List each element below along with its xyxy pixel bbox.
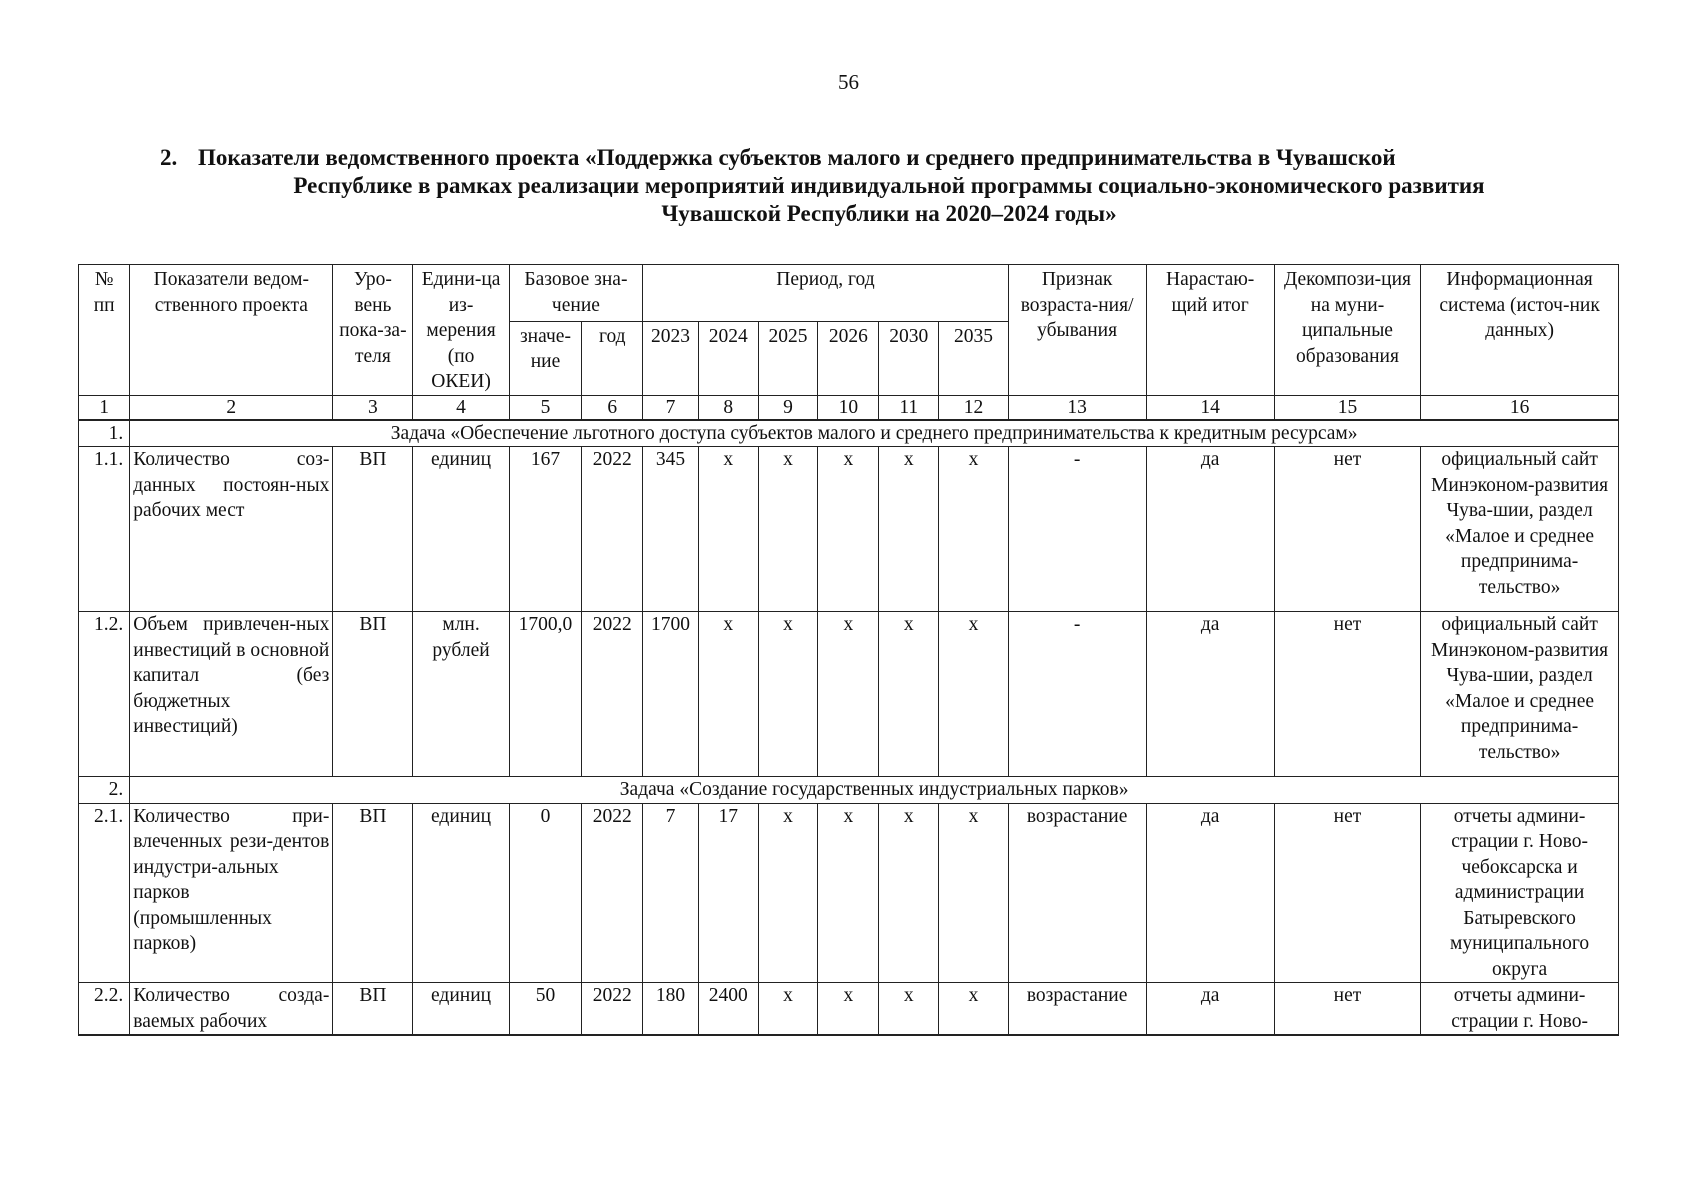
task-row bbox=[79, 420, 1619, 447]
value-2025: х bbox=[758, 983, 818, 1036]
cumulative: да bbox=[1146, 803, 1274, 983]
base-year: 2022 bbox=[582, 612, 643, 777]
base-value: 50 bbox=[509, 983, 582, 1036]
header-indicator: Показатели ведом-ственного проекта bbox=[130, 265, 333, 396]
value-2024: 17 bbox=[698, 803, 758, 983]
header-info-system: Информационная система (источ-ник данных) bbox=[1421, 265, 1619, 396]
header-year-2030: 2030 bbox=[879, 321, 939, 395]
column-number: 8 bbox=[698, 395, 758, 420]
header-year-2025: 2025 bbox=[758, 321, 818, 395]
header-year-2026: 2026 bbox=[818, 321, 879, 395]
indicators-table bbox=[78, 264, 1619, 1036]
value-2023: 180 bbox=[643, 983, 699, 1036]
header-cumulative: Нарастаю-щий итог bbox=[1146, 265, 1274, 396]
indicator-level: ВП bbox=[333, 612, 413, 777]
header-base: Базовое зна-чение bbox=[509, 265, 643, 322]
base-value: 167 bbox=[509, 447, 582, 612]
value-2025: х bbox=[758, 803, 818, 983]
value-2035: х bbox=[939, 447, 1008, 612]
title-line-1: Показатели ведомственного проекта «Поддержка субъектов малого и среднего предпринимательства в Чувашской bbox=[198, 145, 1396, 170]
indicator-name: Количество при-влеченных рези-дентов индустри-альных парков (промышленных парков) bbox=[130, 803, 333, 983]
indicator-level: ВП bbox=[333, 803, 413, 983]
section-number: 2. bbox=[160, 145, 178, 170]
indicator-name: Количество созда-ваемых рабочих bbox=[130, 983, 333, 1036]
trend-sign: - bbox=[1008, 447, 1146, 612]
indicator-level: ВП bbox=[333, 447, 413, 612]
value-2030: х bbox=[879, 803, 939, 983]
column-number: 16 bbox=[1421, 395, 1619, 420]
header-year-2024: 2024 bbox=[698, 321, 758, 395]
header-year-2035: 2035 bbox=[939, 321, 1008, 395]
column-number: 1 bbox=[79, 395, 130, 420]
cumulative: да bbox=[1146, 447, 1274, 612]
indicator-level: ВП bbox=[333, 983, 413, 1036]
decomposition: нет bbox=[1274, 803, 1420, 983]
task-row bbox=[79, 777, 1619, 804]
column-numbers-row bbox=[79, 395, 1619, 420]
column-number: 13 bbox=[1008, 395, 1146, 420]
value-2030: х bbox=[879, 983, 939, 1036]
header-level: Уро-вень пока-за-теля bbox=[333, 265, 413, 396]
header-sign: Признак возраста-ния/ убывания bbox=[1008, 265, 1146, 396]
header-decomposition: Декомпози-ция на муни-ципальные образования bbox=[1274, 265, 1420, 396]
value-2024: х bbox=[698, 612, 758, 777]
column-number: 6 bbox=[582, 395, 643, 420]
header-base-year: год bbox=[582, 321, 643, 395]
task-title: Задача «Обеспечение льготного доступа субъектов малого и среднего предпринимательства к кредитным ресурсам» bbox=[130, 420, 1619, 447]
table-row bbox=[79, 983, 1619, 1036]
table-row bbox=[79, 803, 1619, 983]
value-2023: 345 bbox=[643, 447, 699, 612]
value-2025: х bbox=[758, 447, 818, 612]
value-2026: х bbox=[818, 983, 879, 1036]
cumulative: да bbox=[1146, 612, 1274, 777]
unit: единиц bbox=[413, 803, 509, 983]
value-2026: х bbox=[818, 803, 879, 983]
column-number: 2 bbox=[130, 395, 333, 420]
base-year: 2022 bbox=[582, 803, 643, 983]
indicator-name: Количество соз-данных постоян-ных рабочих мест bbox=[130, 447, 333, 612]
indicator-name: Объем привлечен-ных инвестиций в основной капитал (без бюджетных инвестиций) bbox=[130, 612, 333, 777]
value-2030: х bbox=[879, 612, 939, 777]
column-number: 10 bbox=[818, 395, 879, 420]
value-2023: 7 bbox=[643, 803, 699, 983]
unit: единиц bbox=[413, 983, 509, 1036]
value-2035: х bbox=[939, 612, 1008, 777]
column-number: 14 bbox=[1146, 395, 1274, 420]
column-number: 11 bbox=[879, 395, 939, 420]
row-number: 1.2. bbox=[79, 612, 130, 777]
title-line-2: Республике в рамках реализации мероприятий индивидуальной программы социально-экономического развития bbox=[293, 173, 1485, 198]
decomposition: нет bbox=[1274, 447, 1420, 612]
column-number: 15 bbox=[1274, 395, 1420, 420]
base-year: 2022 bbox=[582, 447, 643, 612]
header-num: № пп bbox=[79, 265, 130, 396]
value-2024: 2400 bbox=[698, 983, 758, 1036]
base-value: 0 bbox=[509, 803, 582, 983]
unit: млн. рублей bbox=[413, 612, 509, 777]
page-number: 56 bbox=[838, 70, 859, 94]
data-source: отчеты админи-страции г. Ново- bbox=[1421, 983, 1619, 1036]
title-line-3: Чувашской Республики на 2020–2024 годы» bbox=[661, 201, 1117, 226]
column-number: 7 bbox=[643, 395, 699, 420]
value-2025: х bbox=[758, 612, 818, 777]
row-number: 2.2. bbox=[79, 983, 130, 1036]
table-row bbox=[79, 612, 1619, 777]
decomposition: нет bbox=[1274, 612, 1420, 777]
value-2035: х bbox=[939, 983, 1008, 1036]
trend-sign: - bbox=[1008, 612, 1146, 777]
column-number: 9 bbox=[758, 395, 818, 420]
data-source: официальный сайт Минэконом-развития Чува-шии, раздел «Малое и среднее предпринима-тельство» bbox=[1421, 612, 1619, 777]
row-number: 1.1. bbox=[79, 447, 130, 612]
document-title bbox=[160, 144, 1580, 228]
task-title: Задача «Создание государственных индустриальных парков» bbox=[130, 777, 1619, 804]
column-number: 4 bbox=[413, 395, 509, 420]
value-2024: х bbox=[698, 447, 758, 612]
column-number: 5 bbox=[509, 395, 582, 420]
value-2035: х bbox=[939, 803, 1008, 983]
base-value: 1700,0 bbox=[509, 612, 582, 777]
value-2030: х bbox=[879, 447, 939, 612]
cumulative: да bbox=[1146, 983, 1274, 1036]
header-year-2023: 2023 bbox=[643, 321, 699, 395]
row-number: 2.1. bbox=[79, 803, 130, 983]
header-unit: Едини-ца из-мерения (по ОКЕИ) bbox=[413, 265, 509, 396]
unit: единиц bbox=[413, 447, 509, 612]
data-source: отчеты админи-страции г. Ново-чебоксарска и администрации Батыревского муниципального округа bbox=[1421, 803, 1619, 983]
task-number: 2. bbox=[79, 777, 130, 804]
trend-sign: возрастание bbox=[1008, 803, 1146, 983]
decomposition: нет bbox=[1274, 983, 1420, 1036]
data-source: официальный сайт Минэконом-развития Чува-шии, раздел «Малое и среднее предпринима-тельство» bbox=[1421, 447, 1619, 612]
value-2026: х bbox=[818, 612, 879, 777]
header-base-value: значе-ние bbox=[509, 321, 582, 395]
value-2026: х bbox=[818, 447, 879, 612]
base-year: 2022 bbox=[582, 983, 643, 1036]
table-row bbox=[79, 447, 1619, 612]
header-period: Период, год bbox=[643, 265, 1008, 322]
column-number: 3 bbox=[333, 395, 413, 420]
task-number: 1. bbox=[79, 420, 130, 447]
trend-sign: возрастание bbox=[1008, 983, 1146, 1036]
value-2023: 1700 bbox=[643, 612, 699, 777]
column-number: 12 bbox=[939, 395, 1008, 420]
